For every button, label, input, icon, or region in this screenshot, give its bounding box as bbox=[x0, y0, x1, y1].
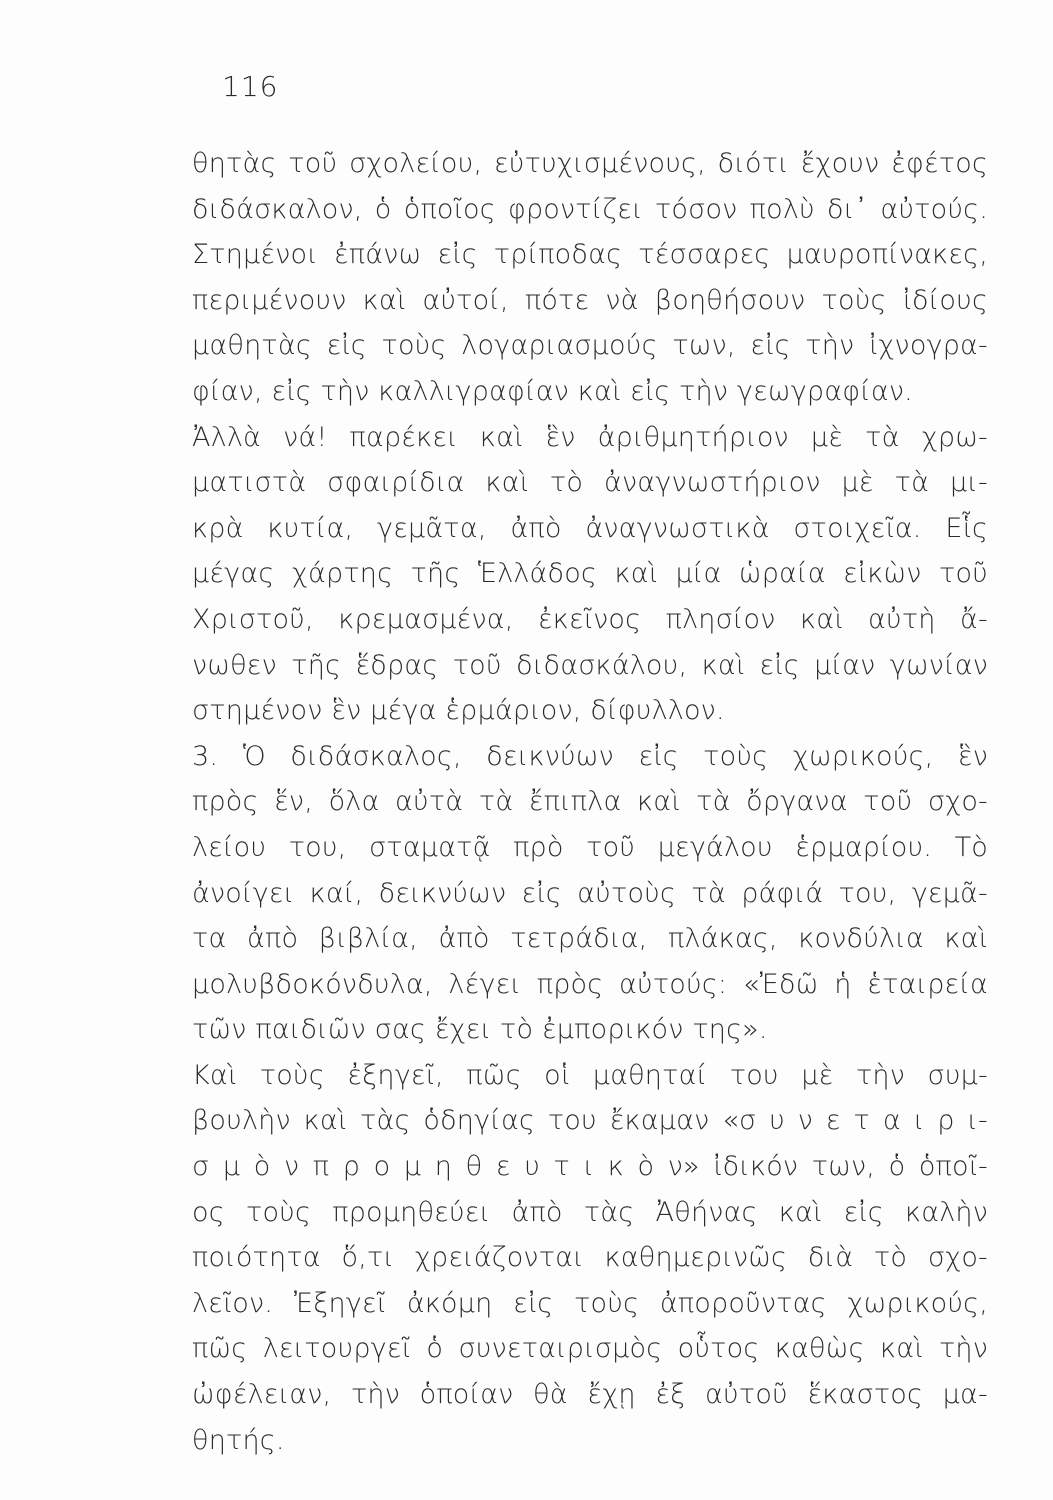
text-line: κρὰ κυτία, γεμᾶτα, ἀπὸ ἀναγνωστικὰ στοιχεῖα. Εἷς bbox=[192, 512, 988, 544]
text-line: πῶς λειτουργεῖ ὁ συνεταιρισμὸς οὗτος καθὼς καὶ τὴν bbox=[192, 1333, 988, 1365]
text-line: διδάσκαλον, ὁ ὁποῖος φροντίζει τόσον πολὺ δι᾽ αὐτούς. bbox=[192, 193, 988, 225]
text-line: λείου του, σταματᾷ πρὸ τοῦ μεγάλου ἑρμαρίου. Τὸ bbox=[192, 831, 988, 863]
text-line: ἀνοίγει καί, δεικνύων εἰς αὐτοὺς τὰ ράφιά του, γεμᾶ- bbox=[192, 877, 988, 909]
text-line: ματιστὰ σφαιρίδια καὶ τὸ ἀναγνωστήριον μὲ τὰ μι- bbox=[192, 467, 988, 499]
text-line: Στημένοι ἐπάνω εἰς τρίποδας τέσσαρες μαυροπίνακες, bbox=[192, 239, 988, 271]
text-line: μέγας χάρτης τῆς Ἑλλάδος καὶ μία ὡραία εἰκὼν τοῦ bbox=[192, 558, 988, 590]
page-number: 116 bbox=[222, 70, 279, 103]
text-line: βουλὴν καὶ τὰς ὁδηγίας του ἔκαμαν «σ υ ν ε τ α ι ρ ι- bbox=[192, 1105, 988, 1137]
body-text bbox=[192, 141, 988, 1463]
text-line: ὠφέλειαν, τὴν ὁποίαν θὰ ἔχῃ ἐξ αὐτοῦ ἕκαστος μα- bbox=[192, 1379, 988, 1411]
text-line: Χριστοῦ, κρεμασμένα, ἐκεῖνος πλησίον καὶ αὐτὴ ἄ- bbox=[192, 603, 988, 635]
text-line: πρὸς ἕν, ὅλα αὐτὰ τὰ ἔπιπλα καὶ τὰ ὄργανα τοῦ σχο- bbox=[192, 786, 988, 818]
text-line: στημένον ἓν μέγα ἑρμάριον, δίφυλλον. bbox=[192, 695, 725, 727]
text-line: λεῖον. Ἐξηγεῖ ἀκόμη εἰς τοὺς ἀποροῦντας χωρικούς, bbox=[192, 1287, 988, 1319]
text-line: τα ἀπὸ βιβλία, ἀπὸ τετράδια, πλάκας, κονδύλια καὶ bbox=[192, 923, 988, 955]
text-line: μαθητὰς εἰς τοὺς λογαριασμούς των, εἰς τὴν ἰχνογρα- bbox=[192, 330, 988, 362]
text-line: νωθεν τῆς ἕδρας τοῦ διδασκάλου, καὶ εἰς μίαν γωνίαν bbox=[192, 649, 988, 681]
text-line: περιμένουν καὶ αὐτοί, πότε νὰ βοηθήσουν τοὺς ἰδίους bbox=[192, 284, 988, 316]
text-line: φίαν, εἰς τὴν καλλιγραφίαν καὶ εἰς τὴν γεωγραφίαν. bbox=[192, 375, 913, 407]
text-line: 3. Ὁ διδάσκαλος, δεικνύων εἰς τοὺς χωρικούς, ἓν bbox=[192, 740, 988, 772]
text-line: σ μ ὸ ν π ρ ο μ η θ ε υ τ ι κ ὸ ν» ἰδικόν των, ὁ ὁποῖ- bbox=[192, 1151, 988, 1183]
text-line: ποιότητα ὅ,τι χρειάζονται καθημερινῶς διὰ τὸ σχο- bbox=[192, 1242, 988, 1274]
text-line: μολυβδοκόνδυλα, λέγει πρὸς αὐτούς: «Ἐδῶ ἡ ἑταιρεία bbox=[192, 968, 988, 1000]
text-line: Ἀλλὰ νά! παρέκει καὶ ἓν ἀριθμητήριον μὲ τὰ χρω- bbox=[192, 421, 988, 453]
text-line: θητής. bbox=[192, 1424, 285, 1456]
text-line: θητὰς τοῦ σχολείου, εὐτυχισμένους, διότι ἔχουν ἐφέτος bbox=[192, 148, 988, 179]
text-line: Καὶ τοὺς ἐξηγεῖ, πῶς οἱ μαθηταί του μὲ τὴν συμ- bbox=[192, 1059, 988, 1091]
text-line: τῶν παιδιῶν σας ἔχει τὸ ἐμπορικόν της». bbox=[192, 1014, 768, 1046]
text-line: ος τοὺς προμηθεύει ἀπὸ τὰς Ἀθήνας καὶ εἰς καλὴν bbox=[192, 1196, 988, 1228]
